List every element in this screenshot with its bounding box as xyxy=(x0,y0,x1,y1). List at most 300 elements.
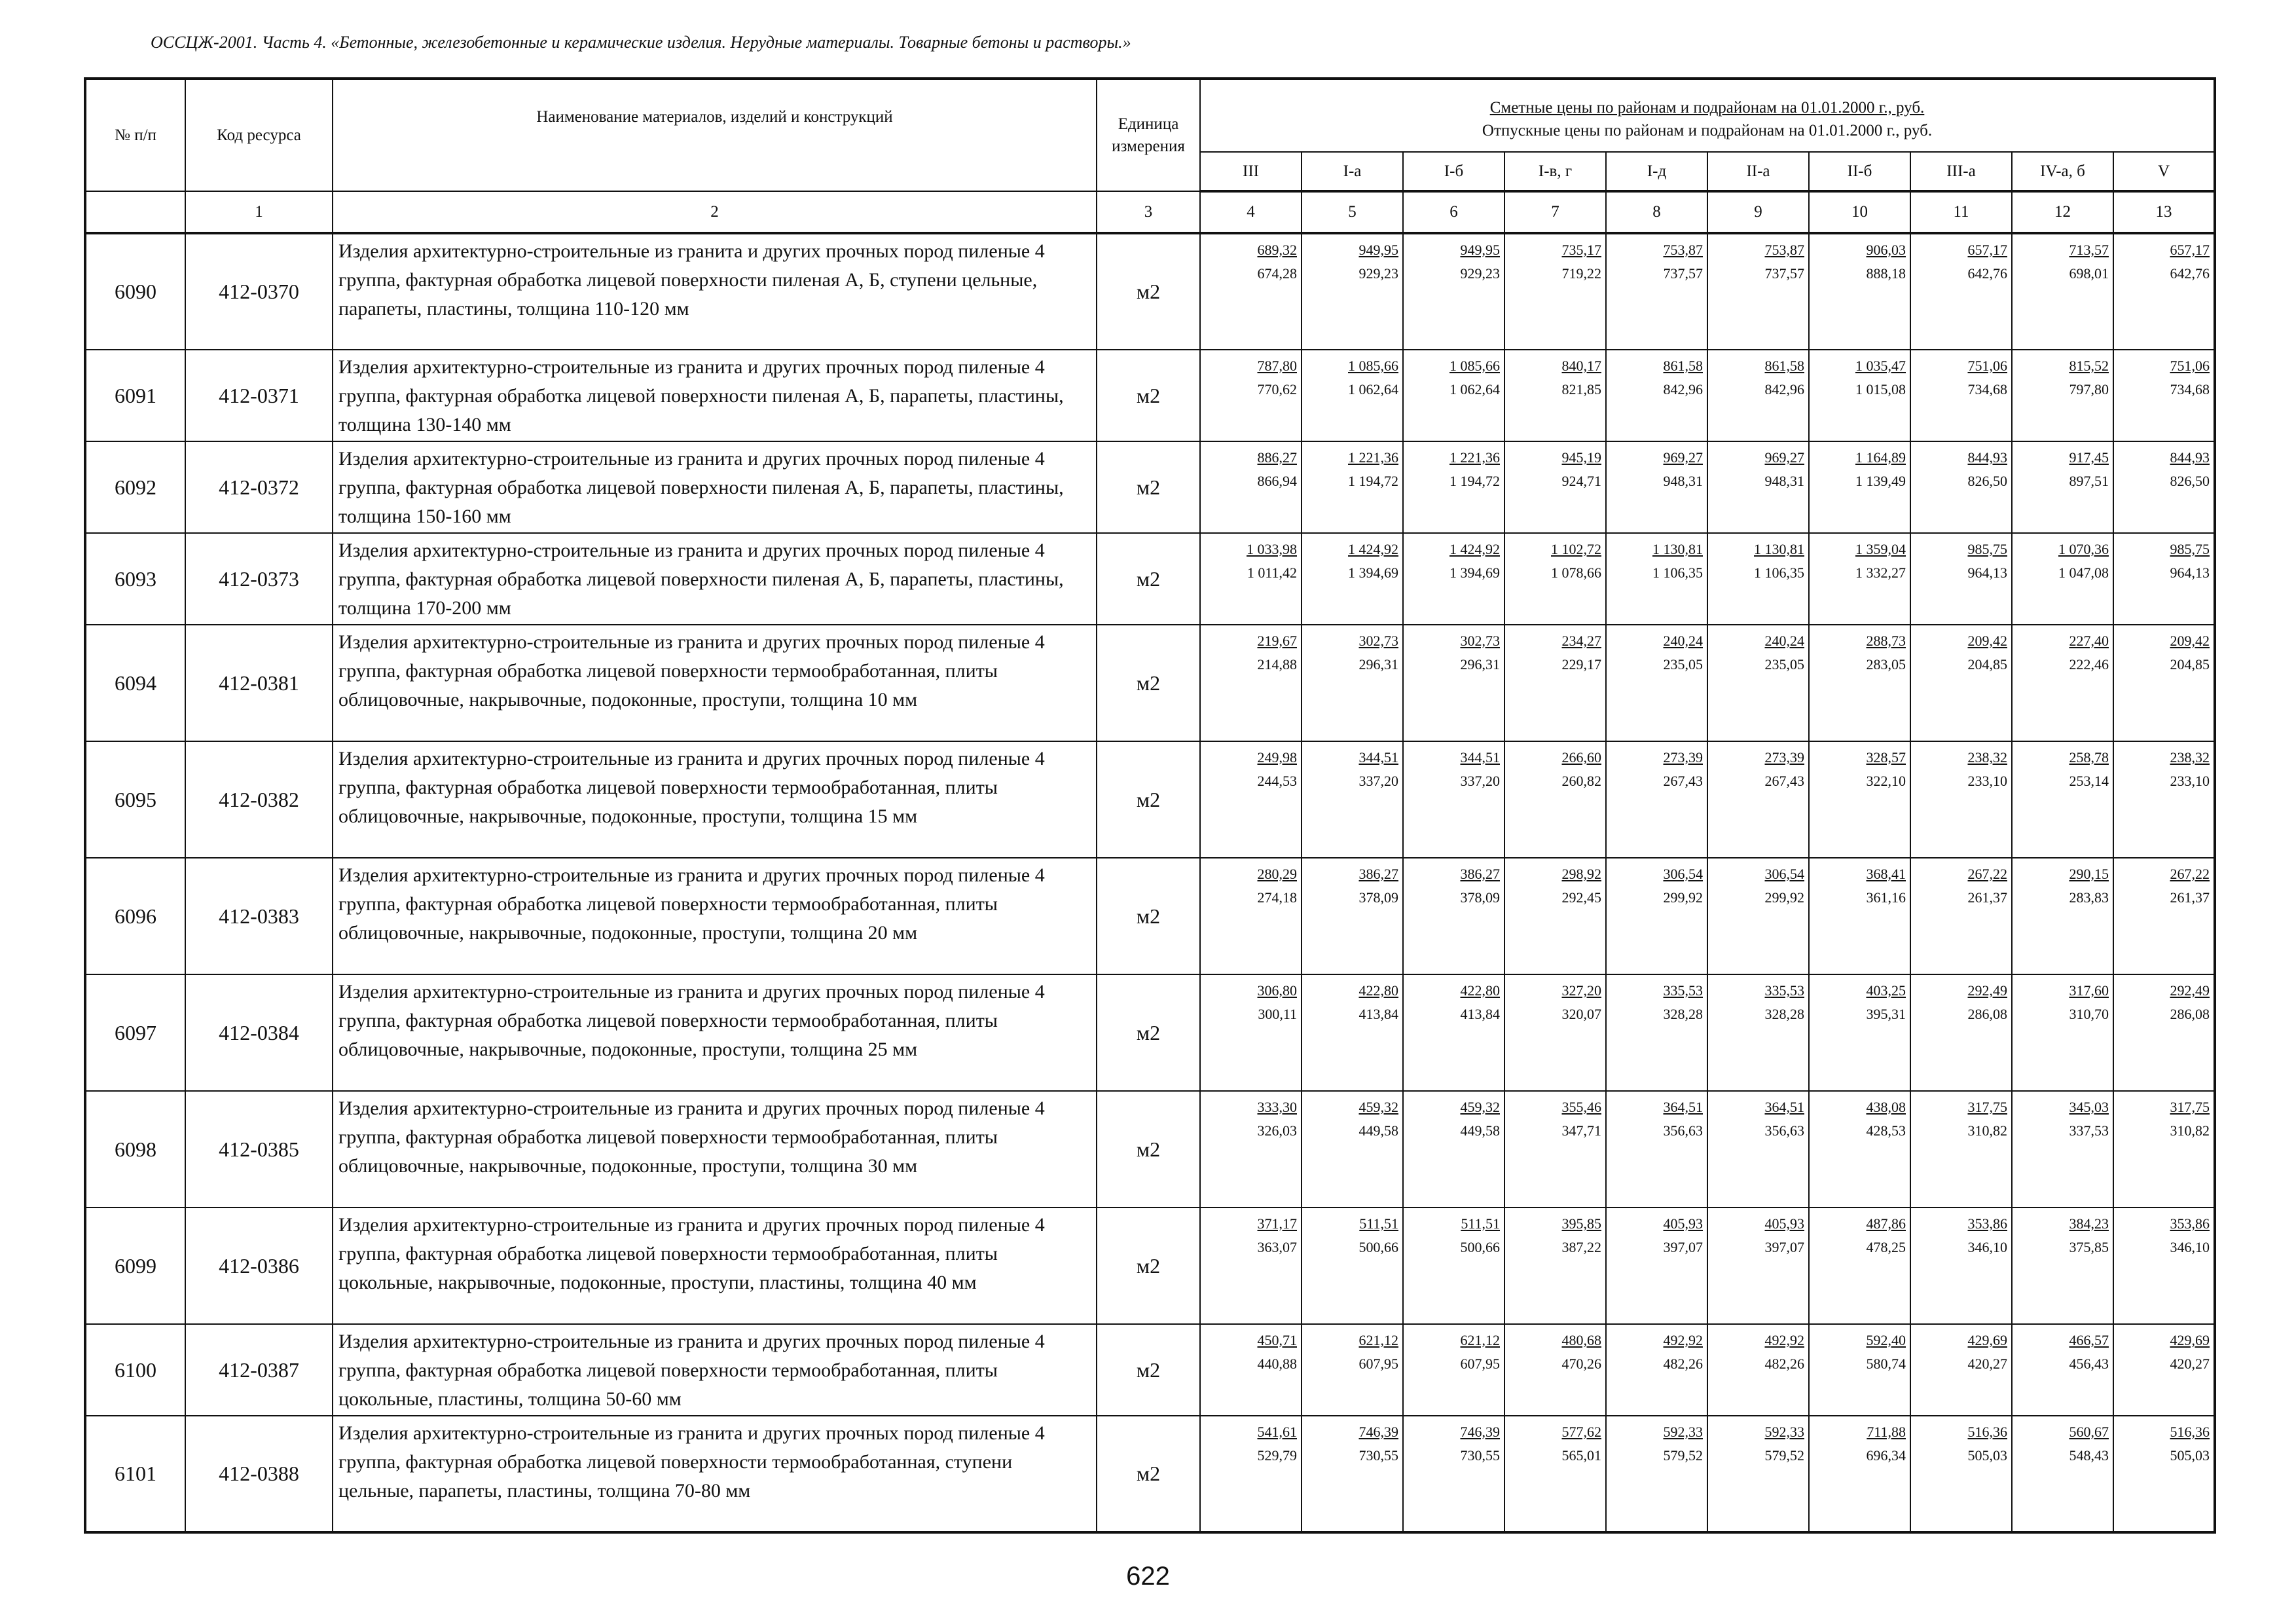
price-cell xyxy=(1910,1208,2012,1324)
column-number: 9 xyxy=(1707,191,1809,233)
price-cell xyxy=(1606,233,1707,350)
estimate-price: 1 035,47 xyxy=(1855,358,1906,374)
resource-code: 412-0381 xyxy=(185,625,333,741)
unit-of-measure: м2 xyxy=(1097,625,1200,741)
table-row xyxy=(85,441,2215,533)
estimate-price: 364,51 xyxy=(1663,1099,1703,1115)
price-cell xyxy=(1707,1091,1809,1208)
price-cell xyxy=(1504,233,1606,350)
table-row xyxy=(85,533,2215,625)
release-price: 826,50 xyxy=(2170,473,2210,489)
unit-of-measure: м2 xyxy=(1097,1324,1200,1416)
region-header: I-а xyxy=(1302,152,1403,191)
region-header: III xyxy=(1200,152,1302,191)
estimate-price: 298,92 xyxy=(1561,866,1601,882)
price-cell xyxy=(1403,974,1504,1091)
estimate-price: 577,62 xyxy=(1561,1424,1601,1440)
price-cell xyxy=(1504,741,1606,858)
estimate-price: 1 070,36 xyxy=(2058,541,2109,557)
release-price: 356,63 xyxy=(1663,1122,1703,1139)
release-price: 300,11 xyxy=(1258,1006,1297,1022)
price-cell xyxy=(2113,1091,2215,1208)
estimate-price: 592,33 xyxy=(1764,1424,1804,1440)
region-header: I-в, г xyxy=(1504,152,1606,191)
release-price: 1 078,66 xyxy=(1551,564,1601,581)
row-number: 6092 xyxy=(85,441,185,533)
release-price: 734,68 xyxy=(1967,381,2007,397)
price-cell xyxy=(1809,350,1910,441)
estimate-price: 317,75 xyxy=(1967,1099,2007,1115)
release-price-caption: Отпускные цены по районам и подрайонам на 01.01.2000 г., руб. xyxy=(1482,121,1933,139)
price-cell xyxy=(1200,974,1302,1091)
estimate-price: 861,58 xyxy=(1663,358,1703,374)
price-cell xyxy=(1910,350,2012,441)
material-name: Изделия архитектурно-строительные из гранита и других прочных пород пиленые 4 группа, фактурная обработка лицевой поверхности пиленая А, Б, ступени цельные, парапеты, пластины, толщина 110-120 мм xyxy=(333,233,1097,350)
release-price: 964,13 xyxy=(2170,564,2210,581)
release-price: 449,58 xyxy=(1358,1122,1398,1139)
price-cell xyxy=(2012,1324,2113,1416)
price-cell xyxy=(1504,1091,1606,1208)
resource-code: 412-0373 xyxy=(185,533,333,625)
row-number: 6101 xyxy=(85,1416,185,1532)
row-number: 6098 xyxy=(85,1091,185,1208)
unit-of-measure: м2 xyxy=(1097,533,1200,625)
row-number: 6095 xyxy=(85,741,185,858)
price-cell xyxy=(1403,1324,1504,1416)
estimate-price: 280,29 xyxy=(1257,866,1297,882)
estimate-price: 844,93 xyxy=(2170,449,2210,466)
estimate-price: 949,95 xyxy=(1460,242,1500,258)
estimate-price: 306,54 xyxy=(1764,866,1804,882)
release-price: 326,03 xyxy=(1257,1122,1297,1139)
estimate-price: 302,73 xyxy=(1460,633,1500,649)
estimate-price: 657,17 xyxy=(2170,242,2210,258)
price-cell xyxy=(1707,233,1809,350)
price-cell xyxy=(1910,858,2012,974)
release-price: 310,82 xyxy=(1967,1122,2007,1139)
estimate-price: 492,92 xyxy=(1764,1332,1804,1348)
release-price: 821,85 xyxy=(1561,381,1601,397)
release-price: 642,76 xyxy=(2170,265,2210,282)
price-cell xyxy=(1302,625,1403,741)
price-cell xyxy=(1403,533,1504,625)
release-price: 1 394,69 xyxy=(1348,564,1398,581)
estimate-price: 302,73 xyxy=(1358,633,1398,649)
estimate-price: 969,27 xyxy=(1764,449,1804,466)
estimate-price: 969,27 xyxy=(1663,449,1703,466)
release-price: 1 047,08 xyxy=(2058,564,2109,581)
row-number: 6091 xyxy=(85,350,185,441)
estimate-price: 273,39 xyxy=(1663,749,1703,766)
table-row xyxy=(85,974,2215,1091)
price-cell xyxy=(1200,350,1302,441)
release-price: 356,63 xyxy=(1764,1122,1804,1139)
row-number: 6099 xyxy=(85,1208,185,1324)
price-cell xyxy=(2113,858,2215,974)
estimate-price: 711,88 xyxy=(1867,1424,1906,1440)
release-price: 320,07 xyxy=(1561,1006,1601,1022)
release-price: 229,17 xyxy=(1561,656,1601,673)
unit-of-measure: м2 xyxy=(1097,974,1200,1091)
price-cell xyxy=(1910,974,2012,1091)
price-cell xyxy=(1504,350,1606,441)
estimate-price: 1 424,92 xyxy=(1348,541,1398,557)
estimate-price: 746,39 xyxy=(1358,1424,1398,1440)
release-price: 260,82 xyxy=(1561,773,1601,789)
price-cell xyxy=(1302,350,1403,441)
release-price: 797,80 xyxy=(2069,381,2109,397)
release-price: 696,34 xyxy=(1866,1447,1906,1464)
price-cell xyxy=(1809,533,1910,625)
estimate-price: 386,27 xyxy=(1460,866,1500,882)
material-name: Изделия архитектурно-строительные из гранита и других прочных пород пиленые 4 группа, фактурная обработка лицевой поверхности термообработанная, плиты облицовочные, накрывочные, подоконные, проступи, толщина 10 мм xyxy=(333,625,1097,741)
price-cell xyxy=(2012,350,2113,441)
release-price: 296,31 xyxy=(1358,656,1398,673)
header-cell-name: Наименование материалов, изделий и конструкций xyxy=(333,79,1097,191)
price-cell xyxy=(1302,533,1403,625)
estimate-price: 861,58 xyxy=(1764,358,1804,374)
price-cell xyxy=(1809,625,1910,741)
estimate-price: 1 085,66 xyxy=(1348,358,1398,374)
release-price: 420,27 xyxy=(2170,1356,2210,1372)
release-price: 204,85 xyxy=(1967,656,2007,673)
release-price: 253,14 xyxy=(2069,773,2109,789)
estimate-price: 405,93 xyxy=(1663,1215,1703,1232)
price-cell xyxy=(2012,233,2113,350)
estimate-price: 344,51 xyxy=(1358,749,1398,766)
release-price: 505,03 xyxy=(2170,1447,2210,1464)
release-price: 328,28 xyxy=(1764,1006,1804,1022)
release-price: 361,16 xyxy=(1866,889,1906,906)
row-number: 6093 xyxy=(85,533,185,625)
release-price: 310,70 xyxy=(2069,1006,2109,1022)
price-cell xyxy=(1606,1416,1707,1532)
release-price: 948,31 xyxy=(1663,473,1703,489)
release-price: 292,45 xyxy=(1561,889,1601,906)
price-cell xyxy=(1504,441,1606,533)
price-cell xyxy=(1707,1416,1809,1532)
estimate-price: 746,39 xyxy=(1460,1424,1500,1440)
price-cell xyxy=(1200,1091,1302,1208)
row-number: 6097 xyxy=(85,974,185,1091)
estimate-price: 459,32 xyxy=(1460,1099,1500,1115)
estimate-price: 306,80 xyxy=(1257,982,1297,999)
release-price: 261,37 xyxy=(1967,889,2007,906)
release-price: 842,96 xyxy=(1764,381,1804,397)
estimate-price: 1 130,81 xyxy=(1754,541,1804,557)
resource-code: 412-0383 xyxy=(185,858,333,974)
price-cell xyxy=(2113,625,2215,741)
release-price: 897,51 xyxy=(2069,473,2109,489)
material-name: Изделия архитектурно-строительные из гранита и других прочных пород пиленые 4 группа, фактурная обработка лицевой поверхности пиленая А, Б, парапеты, пластины, толщина 170-200 мм xyxy=(333,533,1097,625)
price-cell xyxy=(1707,1208,1809,1324)
release-price: 482,26 xyxy=(1663,1356,1703,1372)
region-header: IV-а, б xyxy=(2012,152,2113,191)
release-price: 1 062,64 xyxy=(1348,381,1398,397)
price-caption xyxy=(1200,79,2215,152)
estimate-price: 1 424,92 xyxy=(1449,541,1500,557)
price-cell xyxy=(1504,1416,1606,1532)
release-price: 1 011,42 xyxy=(1247,564,1297,581)
release-price: 1 194,72 xyxy=(1348,473,1398,489)
release-price: 1 106,35 xyxy=(1652,564,1703,581)
estimate-price: 267,22 xyxy=(2170,866,2210,882)
estimate-price: 621,12 xyxy=(1358,1332,1398,1348)
estimate-price: 327,20 xyxy=(1561,982,1601,999)
estimate-price: 292,49 xyxy=(2170,982,2210,999)
estimate-price: 689,32 xyxy=(1257,242,1297,258)
estimate-price: 886,27 xyxy=(1257,449,1297,466)
release-price: 267,43 xyxy=(1663,773,1703,789)
price-cell xyxy=(1200,441,1302,533)
release-price: 964,13 xyxy=(1967,564,2007,581)
estimate-price: 345,03 xyxy=(2069,1099,2109,1115)
price-cell xyxy=(1910,1091,2012,1208)
estimate-price: 368,41 xyxy=(1866,866,1906,882)
material-name: Изделия архитектурно-строительные из гранита и других прочных пород пиленые 4 группа, фактурная обработка лицевой поверхности термообработанная, ступени цельные, парапеты, пластины, толщина 70-80 мм xyxy=(333,1416,1097,1532)
unit-of-measure: м2 xyxy=(1097,1208,1200,1324)
release-price: 283,83 xyxy=(2069,889,2109,906)
table-row xyxy=(85,1416,2215,1532)
price-cell xyxy=(2012,441,2113,533)
release-price: 378,09 xyxy=(1460,889,1500,906)
estimate-price: 713,57 xyxy=(2069,242,2109,258)
release-price: 478,25 xyxy=(1866,1239,1906,1255)
release-price: 395,31 xyxy=(1866,1006,1906,1022)
price-cell xyxy=(2113,1208,2215,1324)
price-cell xyxy=(1403,625,1504,741)
estimate-price: 209,42 xyxy=(2170,633,2210,649)
price-cell xyxy=(2012,533,2113,625)
price-cell xyxy=(1707,741,1809,858)
release-price: 719,22 xyxy=(1561,265,1601,282)
release-price: 1 394,69 xyxy=(1449,564,1500,581)
estimate-price: 266,60 xyxy=(1561,749,1601,766)
price-cell xyxy=(1910,233,2012,350)
release-price: 730,55 xyxy=(1460,1447,1500,1464)
price-cell xyxy=(1606,1208,1707,1324)
region-header: II-б xyxy=(1809,152,1910,191)
material-name: Изделия архитектурно-строительные из гранита и других прочных пород пиленые 4 группа, фактурная обработка лицевой поверхности пиленая А, Б, парапеты, пластины, толщина 130-140 мм xyxy=(333,350,1097,441)
region-header: I-б xyxy=(1403,152,1504,191)
price-cell xyxy=(1809,974,1910,1091)
release-price: 579,52 xyxy=(1663,1447,1703,1464)
release-price: 500,66 xyxy=(1358,1239,1398,1255)
release-price: 1 106,35 xyxy=(1754,564,1804,581)
release-price: 337,20 xyxy=(1358,773,1398,789)
table-row xyxy=(85,1208,2215,1324)
price-cell xyxy=(2113,233,2215,350)
estimate-price: 288,73 xyxy=(1866,633,1906,649)
estimate-price: 560,67 xyxy=(2069,1424,2109,1440)
price-cell xyxy=(1910,1324,2012,1416)
estimate-price: 1 164,89 xyxy=(1855,449,1906,466)
price-cell xyxy=(1403,1091,1504,1208)
table-row xyxy=(85,625,2215,741)
estimate-price: 317,75 xyxy=(2170,1099,2210,1115)
release-price: 826,50 xyxy=(1967,473,2007,489)
region-header: III-а xyxy=(1910,152,2012,191)
estimate-price: 917,45 xyxy=(2069,449,2109,466)
price-cell xyxy=(1606,1324,1707,1416)
release-price: 375,85 xyxy=(2069,1239,2109,1255)
release-price: 500,66 xyxy=(1460,1239,1500,1255)
price-cell xyxy=(1707,858,1809,974)
release-price: 387,22 xyxy=(1561,1239,1601,1255)
price-cell xyxy=(2113,350,2215,441)
release-price: 397,07 xyxy=(1663,1239,1703,1255)
release-price: 607,95 xyxy=(1358,1356,1398,1372)
resource-code: 412-0384 xyxy=(185,974,333,1091)
estimate-price: 1 221,36 xyxy=(1449,449,1500,466)
release-price: 529,79 xyxy=(1257,1447,1297,1464)
price-cell xyxy=(1302,1324,1403,1416)
estimate-price: 906,03 xyxy=(1866,242,1906,258)
estimate-price: 657,17 xyxy=(1967,242,2007,258)
resource-code: 412-0388 xyxy=(185,1416,333,1532)
price-cell xyxy=(1302,858,1403,974)
resource-code: 412-0370 xyxy=(185,233,333,350)
release-price: 214,88 xyxy=(1257,656,1297,673)
table-row xyxy=(85,1091,2215,1208)
price-cell xyxy=(1809,1208,1910,1324)
release-price: 283,05 xyxy=(1866,656,1906,673)
price-cell xyxy=(1302,441,1403,533)
estimate-price: 317,60 xyxy=(2069,982,2109,999)
release-price: 310,82 xyxy=(2170,1122,2210,1139)
release-price: 420,27 xyxy=(1967,1356,2007,1372)
column-number: 12 xyxy=(2012,191,2113,233)
price-cell xyxy=(1707,350,1809,441)
page-number: 622 xyxy=(1126,1562,1170,1591)
estimate-price: 844,93 xyxy=(1967,449,2007,466)
estimate-price: 1 221,36 xyxy=(1348,449,1398,466)
material-name: Изделия архитектурно-строительные из гранита и других прочных пород пиленые 4 группа, фактурная обработка лицевой поверхности термообработанная, плиты цокольные, пластины, толщина 50-60 мм xyxy=(333,1324,1097,1416)
price-cell xyxy=(1910,1416,2012,1532)
table-row xyxy=(85,233,2215,350)
column-number: 13 xyxy=(2113,191,2215,233)
release-price: 607,95 xyxy=(1460,1356,1500,1372)
price-cell xyxy=(1200,1208,1302,1324)
estimate-price: 459,32 xyxy=(1358,1099,1398,1115)
release-price: 413,84 xyxy=(1358,1006,1398,1022)
release-price: 456,43 xyxy=(2069,1356,2109,1372)
release-price: 346,10 xyxy=(1967,1239,2007,1255)
row-number: 6096 xyxy=(85,858,185,974)
release-price: 204,85 xyxy=(2170,656,2210,673)
estimate-price: 751,06 xyxy=(1967,358,2007,374)
release-price: 866,94 xyxy=(1257,473,1297,489)
estimate-price: 290,15 xyxy=(2069,866,2109,882)
price-cell xyxy=(1302,741,1403,858)
release-price: 337,20 xyxy=(1460,773,1500,789)
release-price: 1 332,27 xyxy=(1855,564,1906,581)
release-price: 1 139,49 xyxy=(1855,473,1906,489)
price-cell xyxy=(1707,625,1809,741)
material-name: Изделия архитектурно-строительные из гранита и других прочных пород пиленые 4 группа, фактурная обработка лицевой поверхности термообработанная, плиты облицовочные, накрывочные, подоконные, проступи, толщина 30 мм xyxy=(333,1091,1097,1208)
estimate-price: 511,51 xyxy=(1461,1215,1500,1232)
price-cell xyxy=(1403,858,1504,974)
release-price: 440,88 xyxy=(1257,1356,1297,1372)
estimate-price: 384,23 xyxy=(2069,1215,2109,1232)
price-cell xyxy=(1403,1208,1504,1324)
column-number: 2 xyxy=(333,191,1097,233)
release-price: 363,07 xyxy=(1257,1239,1297,1255)
estimate-price: 395,85 xyxy=(1561,1215,1601,1232)
price-cell xyxy=(2113,1324,2215,1416)
price-cell xyxy=(1302,1208,1403,1324)
release-price: 929,23 xyxy=(1358,265,1398,282)
price-cell xyxy=(2113,974,2215,1091)
price-cell xyxy=(2113,741,2215,858)
price-cell xyxy=(1606,350,1707,441)
estimate-price: 516,36 xyxy=(2170,1424,2210,1440)
estimate-price: 1 102,72 xyxy=(1551,541,1601,557)
price-cell xyxy=(1302,974,1403,1091)
release-price: 328,28 xyxy=(1663,1006,1703,1022)
estimate-price: 240,24 xyxy=(1663,633,1703,649)
release-price: 730,55 xyxy=(1358,1447,1398,1464)
release-price: 888,18 xyxy=(1866,265,1906,282)
estimate-price: 386,27 xyxy=(1358,866,1398,882)
release-price: 734,68 xyxy=(2170,381,2210,397)
estimate-price: 335,53 xyxy=(1663,982,1703,999)
estimate-price: 541,61 xyxy=(1257,1424,1297,1440)
material-name: Изделия архитектурно-строительные из гранита и других прочных пород пиленые 4 группа, фактурная обработка лицевой поверхности термообработанная, плиты цокольные, накрывочные, подоконные, проступи, пластины, толщина 40 мм xyxy=(333,1208,1097,1324)
estimate-price: 945,19 xyxy=(1561,449,1601,466)
release-price: 1 062,64 xyxy=(1449,381,1500,397)
release-price: 1 194,72 xyxy=(1449,473,1500,489)
price-cell xyxy=(1403,233,1504,350)
price-cell xyxy=(1910,441,2012,533)
estimate-price: 355,46 xyxy=(1561,1099,1601,1115)
price-cell xyxy=(2012,1416,2113,1532)
release-price: 449,58 xyxy=(1460,1122,1500,1139)
unit-of-measure: м2 xyxy=(1097,741,1200,858)
release-price: 413,84 xyxy=(1460,1006,1500,1022)
resource-code: 412-0385 xyxy=(185,1091,333,1208)
estimate-price: 219,67 xyxy=(1257,633,1297,649)
release-price: 642,76 xyxy=(1967,265,2007,282)
release-price: 296,31 xyxy=(1460,656,1500,673)
estimate-price: 353,86 xyxy=(1967,1215,2007,1232)
release-price: 235,05 xyxy=(1764,656,1804,673)
column-number: 4 xyxy=(1200,191,1302,233)
estimate-price: 815,52 xyxy=(2069,358,2109,374)
price-cell xyxy=(1403,441,1504,533)
estimate-price: 422,80 xyxy=(1460,982,1500,999)
price-table xyxy=(84,77,2216,1534)
column-number xyxy=(85,191,185,233)
estimate-price: 344,51 xyxy=(1460,749,1500,766)
release-price: 948,31 xyxy=(1764,473,1804,489)
estimate-price-caption: Сметные цены по районам и подрайонам на 01.01.2000 г., руб. xyxy=(1489,98,1925,117)
header-cell-number: № п/п xyxy=(85,79,185,191)
price-cell xyxy=(1809,233,1910,350)
resource-code: 412-0387 xyxy=(185,1324,333,1416)
region-header: II-а xyxy=(1707,152,1809,191)
estimate-price: 238,32 xyxy=(1967,749,2007,766)
estimate-price: 292,49 xyxy=(1967,982,2007,999)
estimate-price: 480,68 xyxy=(1561,1332,1601,1348)
column-number: 7 xyxy=(1504,191,1606,233)
estimate-price: 487,86 xyxy=(1866,1215,1906,1232)
price-cell xyxy=(1200,1416,1302,1532)
estimate-price: 267,22 xyxy=(1967,866,2007,882)
estimate-price: 621,12 xyxy=(1460,1332,1500,1348)
column-number: 10 xyxy=(1809,191,1910,233)
price-cell xyxy=(1200,533,1302,625)
